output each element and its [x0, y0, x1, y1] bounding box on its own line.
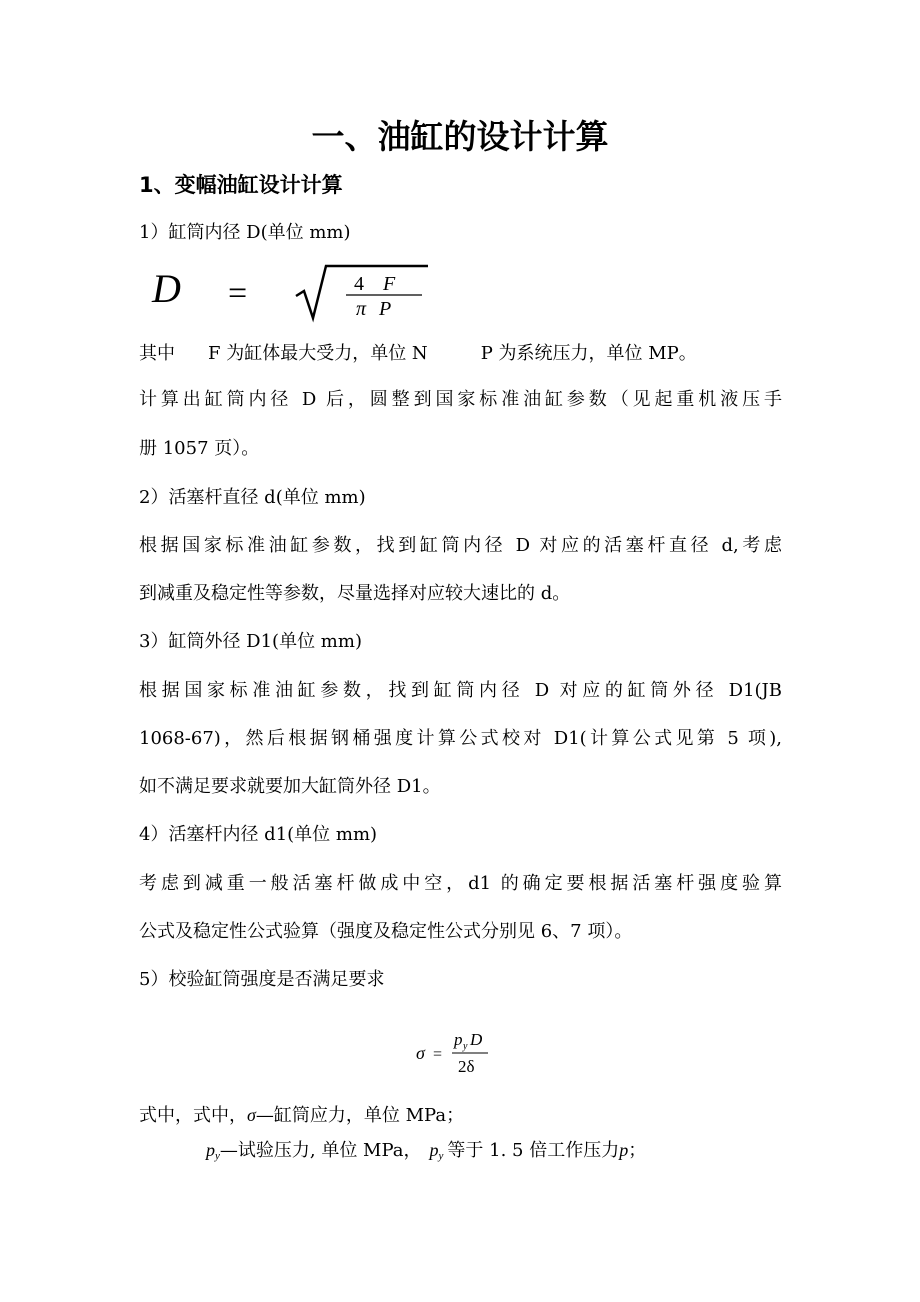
item5-heading: 5）校验缸筒强度是否满足要求 — [139, 969, 385, 990]
item3-line1: 根据国家标准油缸参数，找到缸筒内径 D 对应的缸筒外径 D1(JB — [139, 680, 782, 701]
item3-heading: 3）缸筒外径 D1(单位 mm) — [139, 631, 362, 652]
formula-den: 2δ — [458, 1057, 475, 1076]
item1-where-line — [139, 339, 697, 369]
py-relation: 等于 1. 5 倍工作压力 — [447, 1140, 620, 1161]
cylinder-stress-formula — [414, 1024, 504, 1082]
where-label: 其中 — [139, 343, 175, 364]
item2-heading: 2）活塞杆直径 d(单位 mm) — [139, 487, 366, 508]
where-prefix: 式中，式中， — [139, 1105, 247, 1126]
py-subscript: y — [215, 1150, 220, 1162]
item3-line3: 如不满足要求就要加大缸筒外径 D1。 — [139, 776, 441, 797]
item1-paragraph-line2: 册 1057 页）。 — [139, 438, 260, 459]
sigma-symbol: σ — [247, 1105, 256, 1125]
test-pressure-definition-line — [206, 1135, 646, 1171]
page-title: 一、油缸的设计计算 — [311, 117, 609, 156]
bore-diameter-formula — [150, 260, 440, 324]
formula-den-pi: π — [356, 298, 367, 320]
item4-line1: 考虑到减重一般活塞杆做成中空，d1 的确定要根据活塞杆强度验算 — [139, 873, 782, 894]
item1-heading: 1）缸筒内径 D(单位 mm) — [139, 222, 351, 243]
formula-equals-2: = — [433, 1046, 443, 1063]
item2-line2: 到减重及稳定性等参数，尽量选择对应较大速比的 d。 — [139, 583, 571, 604]
item2-line1: 根据国家标准油缸参数，找到缸筒内径 D 对应的活塞杆直径 d,考虑 — [139, 535, 782, 556]
sigma-definition: —缸筒应力，单位 MPa； — [255, 1105, 465, 1126]
py-symbol-2: p — [429, 1140, 439, 1160]
item4-line2: 公式及稳定性公式验算（强度及稳定性公式分别见 6、7 项）。 — [139, 921, 633, 942]
formula-num-sub: y — [463, 1041, 468, 1052]
section-heading: 1、变幅油缸设计计算 — [139, 173, 343, 197]
py-definition: —试验压力, 单位 MPa， — [219, 1140, 422, 1161]
item4-heading: 4）活塞杆内径 d1(单位 mm) — [139, 824, 378, 845]
py-symbol: p — [206, 1140, 215, 1160]
line-end: ； — [628, 1140, 647, 1161]
stress-definition-line — [139, 1100, 464, 1131]
formula-num-p: p — [454, 1030, 463, 1049]
formula-den-p: P — [379, 298, 392, 320]
item1-paragraph-line1: 计算出缸筒内径 D 后，圆整到国家标准油缸参数（见起重机液压手 — [139, 389, 782, 410]
where-f-definition: F 为缸体最大受力，单位 N — [208, 343, 428, 364]
formula-sigma: σ — [416, 1043, 425, 1063]
formula-num-f: F — [383, 273, 396, 295]
formula-num-d: D — [470, 1030, 483, 1049]
formula-equals: = — [228, 275, 248, 312]
where-p-definition: P 为系统压力，单位 MP。 — [480, 343, 697, 364]
p-symbol: p — [619, 1140, 629, 1160]
formula-lhs: D — [152, 266, 181, 311]
py-subscript-2: y — [438, 1150, 444, 1162]
formula-num-4: 4 — [354, 273, 364, 295]
item3-line2: 1068-67)，然后根据钢桶强度计算公式校对 D1(计算公式见第 5 项), — [139, 728, 782, 749]
